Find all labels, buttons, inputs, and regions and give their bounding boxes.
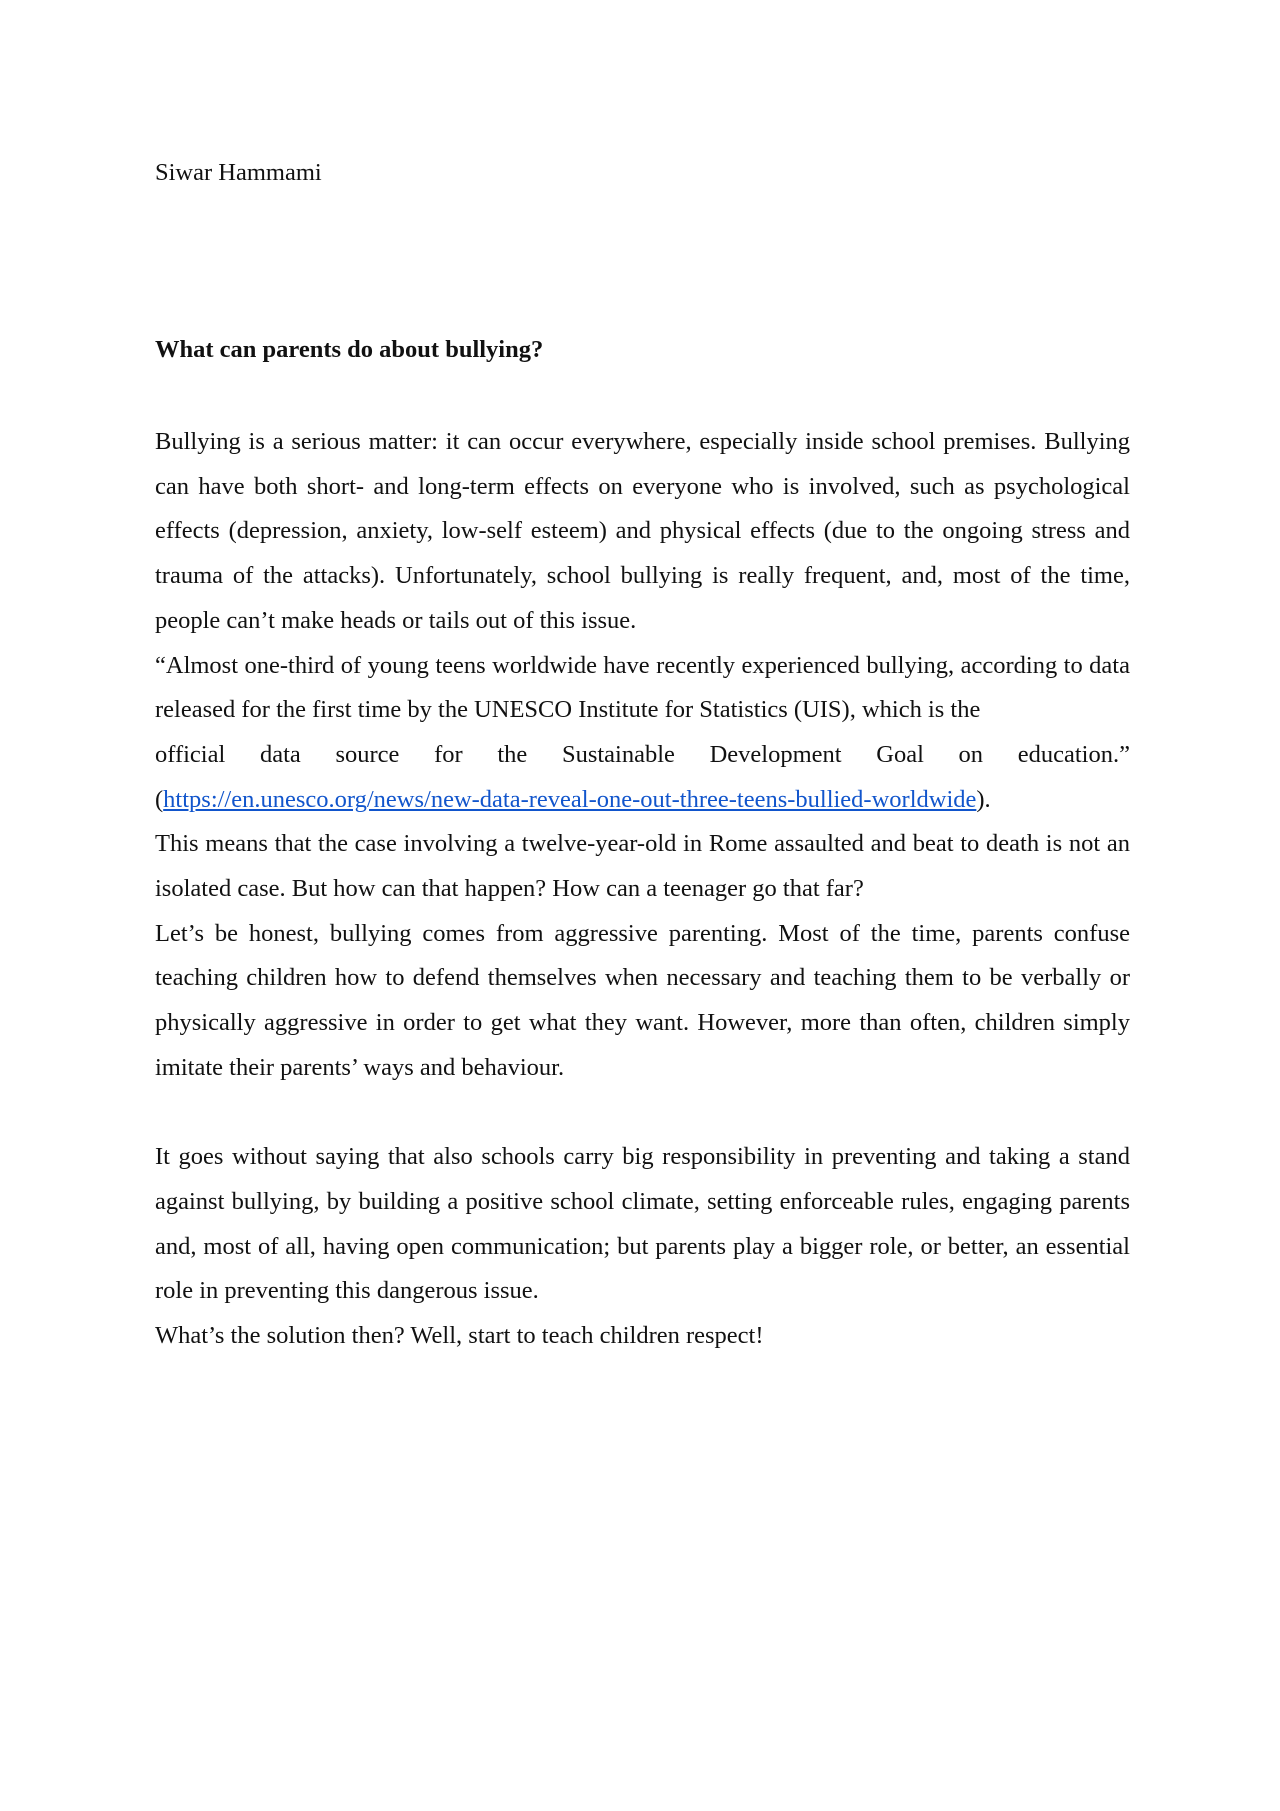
quote-word: Sustainable: [561, 740, 675, 768]
paragraph-rome-case: This means that the case involving a twelve-year-old in Rome assaulted and beat to death is not an isolated case. But how can that happen? How can a teenager go that far?: [155, 830, 1130, 903]
quote-word: for: [434, 740, 463, 768]
paragraph-solution: What’s the solution then? Well, start to teach children respect!: [155, 1322, 764, 1350]
quote-line: [155, 733, 1130, 778]
quote-word: education.”: [1017, 740, 1130, 768]
quote-word: on: [958, 740, 984, 768]
quote-word: Goal: [876, 740, 924, 768]
citation-line: [155, 778, 1130, 823]
quote-lead: “Almost one-third of young teens worldwide have recently experienced bullying, according to data released for the first time by the UNESCO Institute for Statistics (UIS), which is the: [155, 651, 1130, 724]
paragraph-parenting: Let’s be honest, bullying comes from aggressive parenting. Most of the time, parents confuse teaching children how to defend themselves when necessary and teaching them to be verbally or physically aggressive in order to get what they want. However, more than often, children simply imitate their parents’ ways and behaviour.: [155, 919, 1130, 1081]
citation-open: (: [155, 785, 164, 813]
citation-close: ).: [976, 785, 991, 813]
author-name: Siwar Hammami: [155, 159, 322, 186]
paragraph-intro: Bullying is a serious matter: it can occur everywhere, especially inside school premises. Bullying can have both short- and long-term effects on everyone who is involved, such as psychological effects (depression, anxiety, low-self esteem) and physical effects (due to the ongoing stress and trauma of the attacks). Unfortunately, school bullying is really frequent, and, most of the time, people can’t make heads or tails out of this issue.: [155, 428, 1130, 634]
quote-word: data: [259, 740, 301, 768]
article-title: What can parents do about bullying?: [155, 336, 544, 363]
paragraph-spacer: [155, 1091, 1130, 1136]
unesco-source-link[interactable]: https://en.unesco.org/news/new-data-reveal-one-out-three-teens-bullied-worldwide: [163, 785, 977, 813]
paragraph-schools: It goes without saying that also schools carry big responsibility in preventing and taking a stand against bullying, by building a positive school climate, setting enforceable rules, engaging parents and, most of all, having open communication; but parents play a bigger role, or better, an essential role in preventing this dangerous issue.: [155, 1143, 1130, 1305]
article-body: [155, 420, 1130, 1359]
quote-word: Development: [709, 740, 842, 768]
quote-word: official: [155, 740, 226, 768]
quote-word: source: [335, 740, 400, 768]
quote-word: the: [497, 740, 528, 768]
